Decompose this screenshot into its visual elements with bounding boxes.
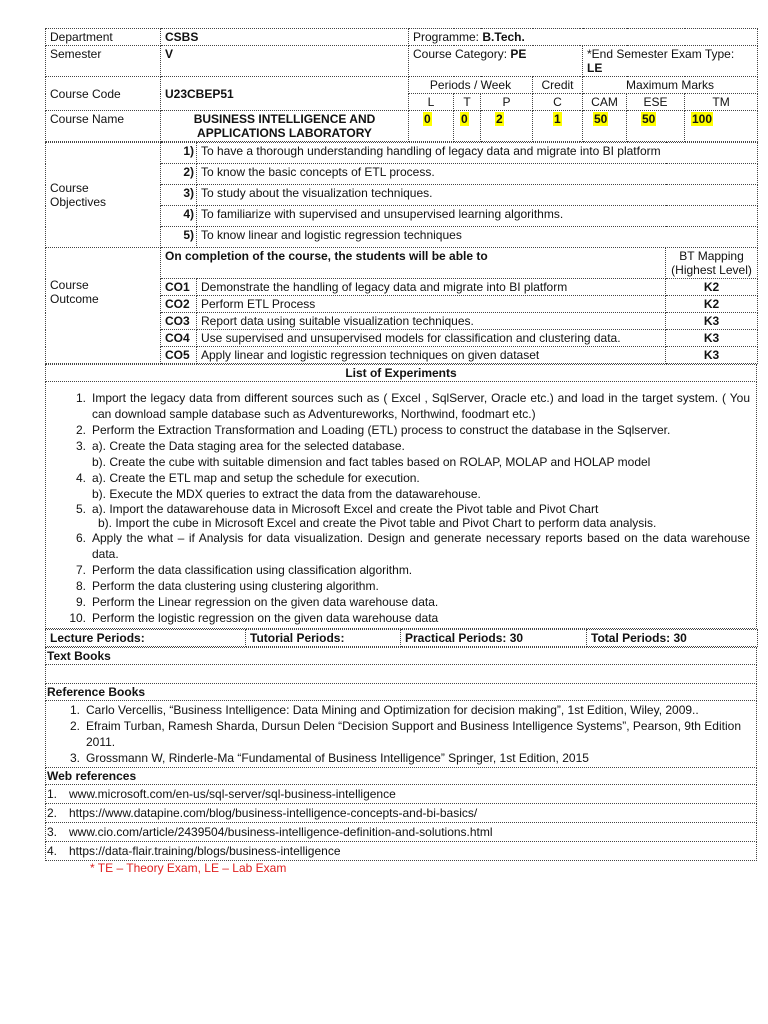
course-code-value: U23CBEP51	[161, 77, 409, 111]
exam-type-footnote: * TE – Theory Exam, LE – Lab Exam	[90, 861, 287, 875]
web-reference-row	[46, 785, 757, 804]
web-reference-num: 2.	[47, 806, 58, 820]
exam-type-value: LE	[587, 61, 603, 75]
objective-text: To study about the visualization techniques.	[197, 185, 758, 206]
experiment-item	[46, 438, 756, 454]
reference-text: Efraim Turban, Ramesh Sharda, Dursun Delen “Decision Support and Business Intelligence Systems”, Pearson, 9th Edition 2011.	[86, 719, 741, 749]
experiment-text: Perform the Linear regression on the given data warehouse data.	[92, 595, 439, 609]
outcome-text: Demonstrate the handling of legacy data and migrate into BI platform	[197, 279, 666, 296]
experiment-item	[46, 610, 756, 626]
experiments-table	[45, 364, 757, 629]
web-reference-link[interactable]: https://www.datapine.com/blog/business-intelligence-concepts-and-bi-basics/	[69, 806, 478, 820]
reference-num: 3.	[69, 751, 80, 765]
reference-text: Carlo Vercellis, “Business Intelligence: Data Mining and Optimization for decision making”, 1st Edition, Wiley, 2009..	[86, 703, 699, 717]
objective-num: 4)	[161, 206, 197, 227]
experiment-text: Perform the data clustering using clustering algorithm.	[92, 579, 379, 593]
val-tm: 100	[692, 112, 713, 126]
course-name-label: Course Name	[46, 111, 161, 142]
outcome-bt: K3	[666, 347, 758, 364]
col-ese: ESE	[627, 94, 685, 111]
programme-label: Programme:	[413, 30, 480, 44]
web-reference-num: 4.	[47, 844, 58, 858]
department-row	[46, 29, 758, 46]
web-reference-row	[46, 823, 757, 842]
bt-mapping-line1: BT Mapping	[679, 249, 744, 263]
web-references-title: Web references	[46, 768, 757, 785]
experiment-item	[46, 502, 756, 516]
course-code-row-top	[46, 77, 758, 94]
experiment-text: a). Import the datawarehouse data in Microsoft Excel and create the Pivot table and Pivot Chart	[92, 502, 599, 516]
web-reference-row	[46, 842, 757, 861]
col-c: C	[533, 94, 583, 111]
experiment-text: Perform the Extraction Transformation and Loading (ETL) process to construct the database in the Sqlserver.	[92, 423, 671, 437]
experiment-subitem: b). Create the cube with suitable dimension and fact tables based on ROLAP, MOLAP and HOLAP model	[92, 455, 651, 469]
course-name-line2: APPLICATIONS LABORATORY	[197, 126, 372, 140]
outcome-code: CO1	[161, 279, 197, 296]
web-reference-link[interactable]: https://data-flair.training/blogs/business-intelligence	[69, 844, 341, 858]
text-books-empty	[46, 665, 757, 684]
reference-item	[46, 702, 756, 718]
experiment-item	[46, 390, 756, 422]
programme-value: B.Tech.	[482, 30, 525, 44]
experiment-text: a). Create the ETL map and setup the schedule for execution.	[92, 471, 420, 485]
experiment-num: 4.	[75, 471, 86, 485]
outcome-bt: K3	[666, 313, 758, 330]
objectives-label	[46, 143, 161, 248]
tutorial-periods: Tutorial Periods:	[246, 630, 401, 647]
web-reference-link[interactable]: www.cio.com/article/2439504/business-intelligence-definition-and-solutions.html	[69, 825, 493, 839]
web-reference-item	[46, 823, 757, 842]
experiment-subitem: b). Import the cube in Microsoft Excel and create the Pivot table and Pivot Chart to perform data analysis.	[98, 516, 657, 530]
outcome-intro: On completion of the course, the students will be able to	[161, 248, 666, 279]
outcome-code: CO2	[161, 296, 197, 313]
exam-type-cell	[583, 46, 758, 77]
web-reference-row	[46, 804, 757, 823]
objective-row	[46, 143, 758, 164]
val-cam-cell	[583, 111, 627, 142]
bt-mapping-line2: (Highest Level)	[671, 263, 752, 277]
web-reference-num: 1.	[47, 787, 58, 801]
category-label: Course Category:	[413, 47, 508, 61]
experiments-title-row	[46, 365, 757, 382]
col-t: T	[454, 94, 481, 111]
experiments-title: List of Experiments	[46, 365, 757, 382]
experiment-num: 3.	[75, 439, 86, 453]
outcome-code: CO5	[161, 347, 197, 364]
reference-item	[46, 750, 756, 766]
web-reference-item	[46, 785, 757, 804]
outcome-bt: K2	[666, 296, 758, 313]
val-tm-cell	[685, 111, 758, 142]
outcome-bt: K3	[666, 330, 758, 347]
practical-periods: Practical Periods: 30	[401, 630, 587, 647]
objective-text: To know the basic concepts of ETL process.	[197, 164, 758, 185]
credit-label: Credit	[533, 77, 583, 94]
reference-text: Grossmann W, Rinderle-Ma “Fundamental of Business Intelligence” Springer, 1st Edition, 2015	[86, 751, 589, 765]
val-c-cell	[533, 111, 583, 142]
experiment-text: Perform the logistic regression on the given data warehouse data	[92, 611, 439, 625]
experiments-list-row	[46, 382, 757, 629]
objective-num: 2)	[161, 164, 197, 185]
experiment-text: a). Create the Data staging area for the selected database.	[92, 439, 405, 453]
text-books-empty-row	[46, 665, 757, 684]
outcome-bt: K2	[666, 279, 758, 296]
objectives-label-line2: Objectives	[50, 195, 107, 209]
department-value: CSBS	[161, 29, 409, 46]
objectives-label-line1: Course	[50, 181, 89, 195]
experiment-item	[46, 594, 756, 610]
outcome-label-line1: Course	[50, 278, 89, 292]
semester-label: Semester	[46, 46, 161, 77]
objective-text: To know linear and logistic regression techniques	[197, 227, 758, 248]
experiment-item	[46, 562, 756, 578]
objectives-outcomes-table	[45, 142, 758, 364]
val-ese-cell	[627, 111, 685, 142]
outcome-label-line2: Outcome	[50, 292, 99, 306]
category-cell	[409, 46, 583, 77]
experiment-num: 5.	[75, 502, 86, 516]
course-name-value	[161, 111, 409, 142]
val-p-cell	[481, 111, 533, 142]
experiment-num: 10.	[69, 611, 86, 625]
objective-num: 5)	[161, 227, 197, 248]
experiments-list	[46, 382, 757, 629]
syllabus-page	[45, 28, 757, 875]
experiment-num: 2.	[75, 423, 86, 437]
reference-num: 2.	[69, 719, 80, 733]
outcome-text: Report data using suitable visualization techniques.	[197, 313, 666, 330]
experiment-num: 7.	[75, 563, 86, 577]
reference-books-list	[46, 701, 757, 768]
semester-value: V	[161, 46, 409, 77]
objective-text: To familiarize with supervised and unsupervised learning algorithms.	[197, 206, 758, 227]
course-name-line1: BUSINESS INTELLIGENCE AND	[193, 112, 376, 126]
experiment-item	[46, 578, 756, 594]
category-value: PE	[510, 47, 527, 61]
reference-books-list-row	[46, 701, 757, 768]
col-p: P	[481, 94, 533, 111]
books-table	[45, 647, 757, 861]
experiment-num: 1.	[75, 391, 86, 405]
periods-row	[46, 630, 758, 647]
val-c: 1	[554, 112, 561, 126]
outcome-intro-row	[46, 248, 758, 279]
experiment-item	[46, 422, 756, 438]
val-cam: 50	[594, 112, 608, 126]
course-name-row	[46, 111, 758, 142]
outcome-label	[46, 248, 161, 364]
periods-week-label: Periods / Week	[409, 77, 533, 94]
course-header-table	[45, 28, 758, 142]
total-periods: Total Periods: 30	[587, 630, 758, 647]
web-references-title-row	[46, 768, 757, 785]
experiment-num: 8.	[75, 579, 86, 593]
web-reference-num: 3.	[47, 825, 58, 839]
semester-row	[46, 46, 758, 77]
val-l-cell	[409, 111, 454, 142]
val-ese: 50	[642, 112, 656, 126]
bt-mapping-header	[666, 248, 758, 279]
experiment-item	[46, 470, 756, 486]
val-l: 0	[424, 112, 431, 126]
exam-type-label: *End Semester Exam Type:	[587, 47, 735, 61]
experiment-num: 6.	[75, 531, 86, 545]
col-cam: CAM	[583, 94, 627, 111]
reference-books-title-row	[46, 684, 757, 701]
outcome-code: CO3	[161, 313, 197, 330]
experiment-text: Apply the what – if Analysis for data visualization. Design and generate necessary reports based on the data warehouse data.	[92, 531, 750, 561]
val-t: 0	[461, 112, 468, 126]
objective-num: 3)	[161, 185, 197, 206]
text-books-title: Text Books	[46, 648, 757, 665]
web-reference-link[interactable]: www.microsoft.com/en-us/sql-server/sql-business-intelligence	[69, 787, 396, 801]
outcome-text: Apply linear and logistic regression techniques on given dataset	[197, 347, 666, 364]
reference-item	[46, 718, 756, 750]
programme-cell	[409, 29, 758, 46]
col-tm: TM	[685, 94, 758, 111]
val-p: 2	[496, 112, 503, 126]
objective-text: To have a thorough understanding handling of legacy data and migrate into BI platform	[197, 143, 758, 164]
experiment-num: 9.	[75, 595, 86, 609]
reference-num: 1.	[69, 703, 80, 717]
experiment-text: Perform the data classification using classification algorithm.	[92, 563, 413, 577]
objective-num: 1)	[161, 143, 197, 164]
course-code-label: Course Code	[46, 77, 161, 111]
web-reference-item	[46, 804, 757, 823]
text-books-row	[46, 648, 757, 665]
maximum-marks-label: Maximum Marks	[583, 77, 758, 94]
periods-table	[45, 629, 758, 647]
department-label: Department	[46, 29, 161, 46]
experiment-subitem: b). Execute the MDX queries to extract the data from the datawarehouse.	[92, 487, 481, 501]
experiment-text: Import the legacy data from different sources such as ( Excel , SqlServer, Oracle etc.) and load in the target system. ( You can download sample database such as Adventureworks, Northwind, foodmart etc.)	[92, 391, 750, 421]
lecture-periods: Lecture Periods:	[46, 630, 246, 647]
outcome-text: Perform ETL Process	[197, 296, 666, 313]
web-reference-item	[46, 842, 757, 861]
val-t-cell	[454, 111, 481, 142]
col-l: L	[409, 94, 454, 111]
experiment-item	[46, 530, 756, 562]
outcome-code: CO4	[161, 330, 197, 347]
outcome-text: Use supervised and unsupervised models for classification and clustering data.	[197, 330, 666, 347]
reference-books-title: Reference Books	[46, 684, 757, 701]
